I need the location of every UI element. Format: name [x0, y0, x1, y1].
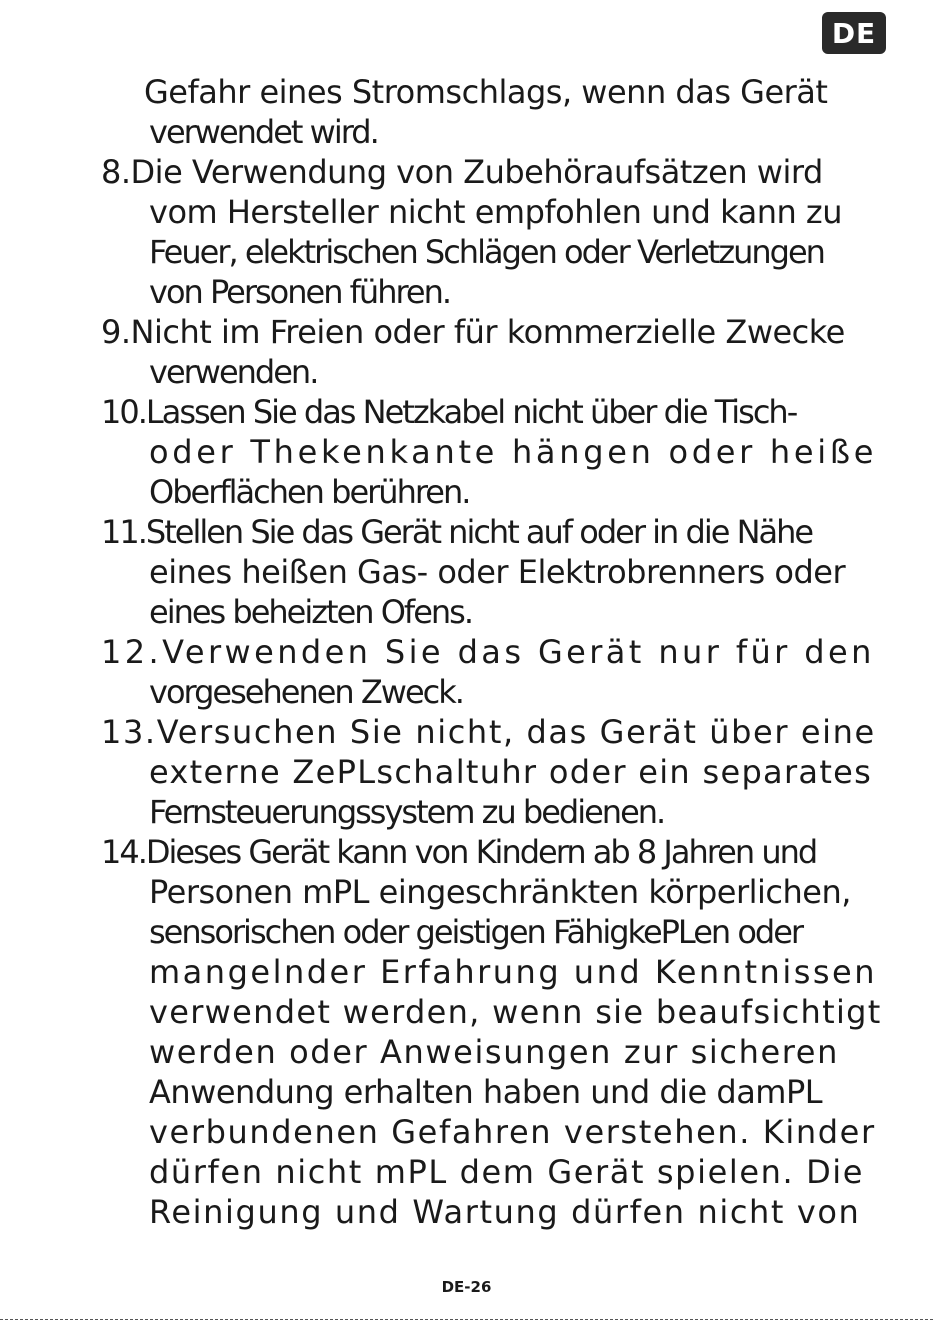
text-line: sensorischen oder geistigen FähigkePLen oder [149, 913, 803, 951]
page-number: DE-26 [441, 1278, 492, 1296]
text-line: verwendet wird. [149, 113, 378, 151]
text-line: Reinigung und Wartung dürfen nicht von [149, 1193, 861, 1231]
list-item-10: 10.Lassen Sie das Netzkabel nicht über die Tisch- [101, 393, 797, 431]
page-edge-divider [0, 1319, 933, 1320]
text-line: eines beheizten Ofens. [149, 593, 472, 631]
list-item-12: 12.Verwenden Sie das Gerät nur für den [101, 633, 875, 671]
language-tab: DE [822, 12, 886, 54]
text-line: verwenden. [149, 353, 318, 391]
text-line: verwendet werden, wenn sie beaufsichtigt [149, 993, 882, 1031]
text-line: verbundenen Gefahren verstehen. Kinder [149, 1113, 876, 1151]
list-item-8: 8.Die Verwendung von Zubehöraufsätzen wird [101, 153, 823, 191]
text-line: Feuer, elektrischen Schlägen oder Verletzungen [149, 233, 824, 271]
text-line: Anwendung erhalten haben und die damPL [149, 1073, 823, 1111]
text-line: Gefahr eines Stromschlags, wenn das Gerät [144, 73, 828, 111]
text-line: Oberflächen berühren. [149, 473, 470, 511]
text-line: dürfen nicht mPL dem Gerät spielen. Die [149, 1153, 865, 1191]
text-line: von Personen führen. [149, 273, 451, 311]
text-line: Fernsteuerungssystem zu bedienen. [149, 793, 665, 831]
list-item-11: 11.Stellen Sie das Gerät nicht auf oder in die Nähe [101, 513, 813, 551]
list-item-13: 13.Versuchen Sie nicht, das Gerät über eine [101, 713, 876, 751]
list-item-14: 14.Dieses Gerät kann von Kindern ab 8 Jahren und [101, 833, 817, 871]
text-line: externe ZePLschaltuhr oder ein separates [149, 753, 873, 791]
text-line: eines heißen Gas- oder Elektrobrenners oder [149, 553, 846, 591]
text-line: mangelnder Erfahrung und Kenntnissen [149, 953, 878, 991]
text-line: vom Hersteller nicht empfohlen und kann zu [149, 193, 842, 231]
list-item-9: 9.Nicht im Freien oder für kommerzielle Zwecke [101, 313, 845, 351]
text-line: oder Thekenkante hängen oder heiße [149, 433, 878, 471]
text-line: werden oder Anweisungen zur sicheren [149, 1033, 839, 1071]
text-line: vorgesehenen Zweck. [149, 673, 463, 711]
text-line: Personen mPL eingeschränkten körperlichen, [149, 873, 851, 911]
